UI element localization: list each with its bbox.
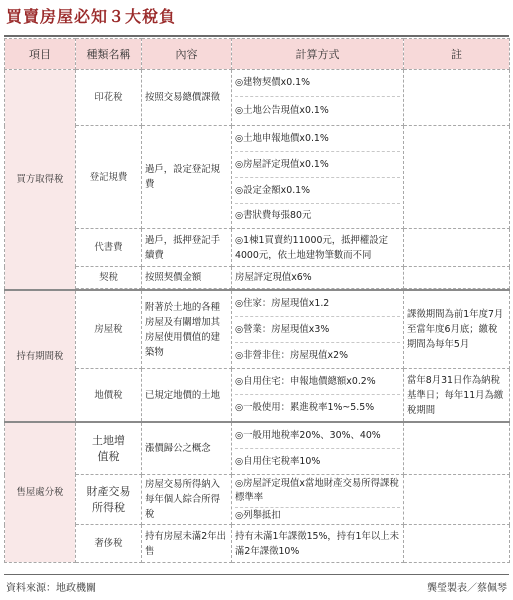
note-registration xyxy=(404,126,510,229)
calc-line: ◎房屋評定現值x當地財產交易所得課稅標準率 xyxy=(235,475,400,508)
header-item: 項目 xyxy=(5,39,76,70)
calc-line: ◎列舉抵扣 xyxy=(235,510,281,521)
content-deed: 按照契價金額 xyxy=(142,267,232,289)
calc-line: ◎設定金額x0.1% xyxy=(235,178,400,204)
table-row xyxy=(5,229,510,267)
type-luxury: 奢侈稅 xyxy=(76,525,142,563)
note-land: 當年8月31日作為納稅基準日；每年11月為繳稅期間 xyxy=(404,369,510,423)
table-row xyxy=(5,267,510,289)
note-scrivener xyxy=(404,229,510,267)
calc-line: ◎土地公告現值x0.1% xyxy=(235,105,329,116)
table-row xyxy=(5,126,510,229)
note-luxury xyxy=(404,525,510,563)
table-row xyxy=(5,290,510,369)
note-stamp xyxy=(404,70,510,126)
type-registration: 登記規費 xyxy=(76,126,142,229)
calc-stamp xyxy=(232,70,404,126)
type-stamp: 印花稅 xyxy=(76,70,142,126)
calc-deed: 房屋評定現值x6% xyxy=(232,267,404,289)
calc-luxury: 持有未滿1年課徵15%，持有1年以上未滿2年課徵10% xyxy=(232,525,404,563)
header-type: 種類名稱 xyxy=(76,39,142,70)
type-deed: 契稅 xyxy=(76,267,142,289)
calc-registration xyxy=(232,126,404,229)
note-deed xyxy=(404,267,510,289)
note-house: 課徵期間為前1年度7月至當年度6月底；繳稅期間為每年5月 xyxy=(404,290,510,369)
calc-scrivener: ◎1棟1買賣約11000元，抵押權設定4000元，依土地建物筆數而不同 xyxy=(232,229,404,267)
content-house: 附著於土地的各種房屋及有關增加其房屋使用價值的建築物 xyxy=(142,290,232,369)
table-row xyxy=(5,475,510,525)
note-income xyxy=(404,475,510,525)
type-house: 房屋稅 xyxy=(76,290,142,369)
header-row xyxy=(5,39,510,70)
category-buy: 買方取得稅 xyxy=(5,70,76,291)
header-calc: 計算方式 xyxy=(232,39,404,70)
table-row xyxy=(5,525,510,563)
calc-house xyxy=(232,290,404,369)
calc-line: ◎書狀費每張80元 xyxy=(235,210,312,221)
calc-line: ◎非營非住：房屋現值x2% xyxy=(235,350,348,361)
header-note: 註 xyxy=(404,39,510,70)
tax-table xyxy=(4,38,510,563)
calc-land xyxy=(232,369,404,423)
source-note: 資料來源：地政機關 xyxy=(6,583,96,594)
type-lvt: 土地增值稅 xyxy=(76,422,142,475)
content-stamp: 按照交易總價課徵 xyxy=(142,70,232,126)
top-divider xyxy=(4,35,509,37)
type-scrivener: 代書費 xyxy=(76,229,142,267)
calc-line: ◎住家：房屋現值x1.2 xyxy=(235,291,400,317)
table-row xyxy=(5,70,510,126)
calc-line: ◎房屋評定現值x0.1% xyxy=(235,152,400,178)
content-land: 已規定地價的土地 xyxy=(142,369,232,423)
content-scrivener: 過戶，抵押登記手續費 xyxy=(142,229,232,267)
content-income: 房屋交易所得納入每年個人綜合所得稅 xyxy=(142,475,232,525)
calc-line: ◎自用住宅：申報地價總額x0.2% xyxy=(235,369,400,395)
category-sell: 售屋處分稅 xyxy=(5,422,76,563)
type-income: 財產交易所得稅 xyxy=(76,475,142,525)
calc-line: ◎營業：房屋現值x3% xyxy=(235,317,400,343)
calc-line: ◎土地申報地價x0.1% xyxy=(235,126,400,152)
note-lvt xyxy=(404,422,510,475)
calc-line: ◎一般使用：累進稅率1%~5.5% xyxy=(235,402,375,413)
content-luxury: 持有房屋未滿2年出售 xyxy=(142,525,232,563)
calc-line: ◎自用住宅稅率10% xyxy=(235,456,321,467)
type-land: 地價稅 xyxy=(76,369,142,423)
bottom-divider xyxy=(4,574,509,575)
content-registration: 過戶，設定登記規費 xyxy=(142,126,232,229)
calc-lvt xyxy=(232,422,404,475)
header-content: 內容 xyxy=(142,39,232,70)
credit-note: 龔瑩製表／蔡佩琴 xyxy=(427,583,507,594)
calc-line: ◎一般用地稅率20%、30%、40% xyxy=(235,423,400,449)
page-title: 買賣房屋必知３大稅負 xyxy=(6,7,177,26)
content-lvt: 漲價歸公之概念 xyxy=(142,422,232,475)
table-row xyxy=(5,422,510,475)
calc-income xyxy=(232,475,404,525)
table-row xyxy=(5,369,510,423)
category-hold: 持有期間稅 xyxy=(5,290,76,422)
calc-line: ◎建物契價x0.1% xyxy=(235,70,400,97)
